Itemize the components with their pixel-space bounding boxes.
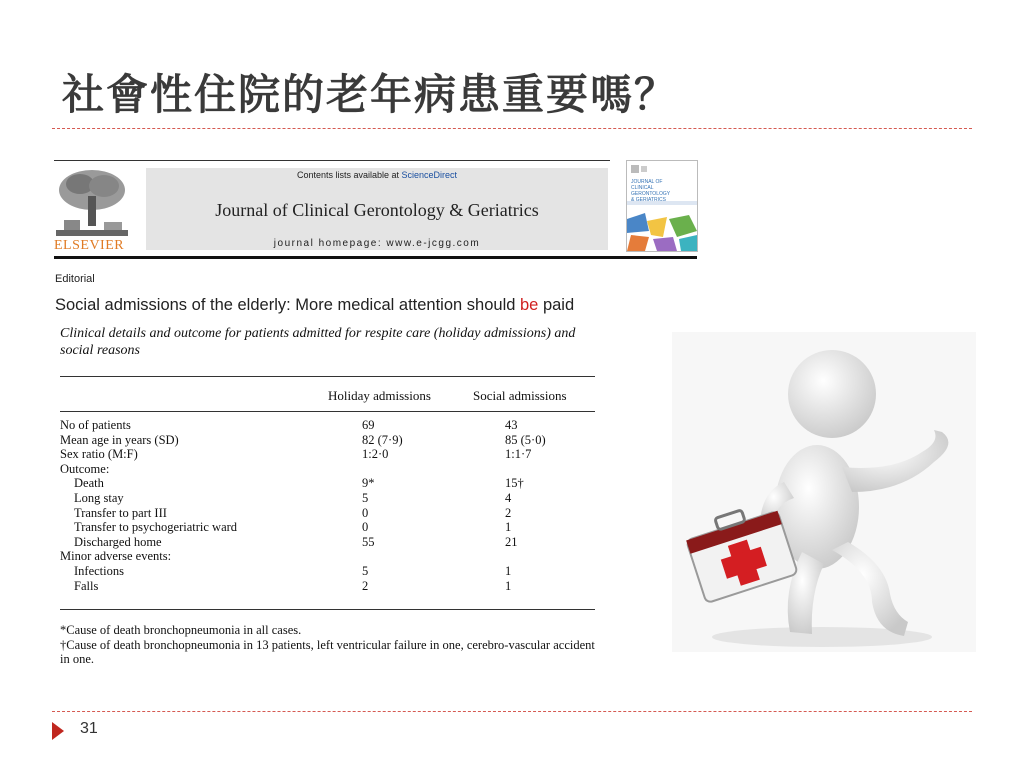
table-footnotes — [60, 623, 595, 667]
table-row-label: Transfer to part III — [74, 505, 167, 520]
journal-homepage[interactable]: journal homepage: www.e-jcgg.com — [273, 238, 481, 249]
table-cell-social: 1 — [505, 520, 512, 535]
table-row-label: Death — [74, 476, 104, 491]
table-row-label: Mean age in years (SD) — [60, 432, 179, 447]
table-cell-holiday: 0 — [362, 505, 369, 520]
table-cell-social: 43 — [505, 418, 518, 432]
page-number: 31 — [80, 720, 98, 737]
article-title: Social admissions of the elderly: More medical attention should be paid — [55, 296, 575, 314]
slide-title: 社會性住院的老年病患重要嗎？ — [62, 70, 679, 119]
table-cell-holiday: 1:2·0 — [362, 447, 389, 462]
table-row-label: Long stay — [74, 491, 124, 505]
table-row-label: Outcome: — [60, 461, 110, 476]
footnote-1: *Cause of death bronchopneumonia in all cases. — [60, 623, 302, 637]
contents-line — [146, 170, 608, 180]
journal-cover-thumbnail — [626, 160, 698, 252]
page-marker-triangle-icon — [52, 722, 64, 740]
table-cell-social: 1 — [505, 578, 512, 593]
table-cell-holiday: 55 — [362, 534, 375, 549]
table-row-label: Infections — [74, 564, 124, 578]
table-row-label: Minor adverse events: — [60, 549, 172, 564]
header-top-line — [54, 160, 610, 161]
table-row-label: Falls — [74, 578, 99, 593]
header-bottom-line — [54, 256, 697, 259]
article-type: Editorial — [55, 273, 95, 285]
table-cell-holiday: 5 — [362, 491, 369, 505]
contents-prefix: Contents lists available at — [296, 170, 402, 180]
table-row-label: No of patients — [60, 418, 131, 432]
table-caption: Clinical details and outcome for patients admitted for respite care (holiday admissions) and social reasons — [60, 326, 576, 358]
col-header-holiday: Holiday admissions — [328, 388, 431, 403]
table-cell-holiday: 0 — [362, 520, 369, 535]
elsevier-wordmark: ELSEVIER — [54, 238, 125, 253]
table-cell-holiday: 5 — [362, 564, 369, 578]
table-cell-social: 1:1·7 — [505, 447, 532, 462]
table-header-rule — [60, 411, 595, 412]
sciencedirect-link[interactable]: ScienceDirect — [401, 170, 458, 180]
clinical-outcome-table — [60, 325, 595, 666]
table-cell-holiday: 2 — [362, 578, 369, 593]
table-cell-social: 4 — [505, 491, 512, 505]
table-row-label: Transfer to psychogeriatric ward — [74, 520, 238, 535]
cover-title: JOURNAL OF CLINICAL GERONTOLOGY & GERIATRICS — [631, 179, 671, 203]
table-cell-social: 1 — [505, 564, 512, 578]
table-top-rule — [60, 376, 595, 377]
table-row-label: Sex ratio (M:F) — [60, 447, 138, 462]
table-cell-social: 2 — [505, 505, 512, 520]
table-cell-holiday: 82 (7·9) — [362, 432, 403, 447]
col-header-social: Social admissions — [473, 388, 567, 403]
table-row-label: Discharged home — [74, 534, 162, 549]
table-cell-social: 85 (5·0) — [505, 432, 546, 447]
table-cell-social: 15† — [505, 476, 524, 491]
table-cell-holiday: 69 — [362, 418, 375, 432]
top-divider — [52, 128, 972, 129]
footnote-2: †Cause of death bronchopneumonia in 13 patients, left ventricular failure in one, cerebro-vascular accident in one. — [60, 637, 595, 666]
table-bottom-rule — [60, 609, 595, 610]
journal-name: Journal of Clinical Gerontology & Geriatrics — [215, 200, 539, 220]
bottom-divider — [52, 711, 972, 712]
cover-art — [627, 161, 697, 251]
doctor-figure-illustration — [672, 332, 976, 652]
table-cell-holiday: 9* — [362, 476, 375, 491]
running-figure-with-medkit-icon — [672, 332, 976, 652]
journal-title-box — [146, 168, 608, 250]
elsevier-tree-logo — [56, 168, 128, 236]
journal-header — [54, 158, 697, 260]
table-cell-social: 21 — [505, 534, 518, 549]
